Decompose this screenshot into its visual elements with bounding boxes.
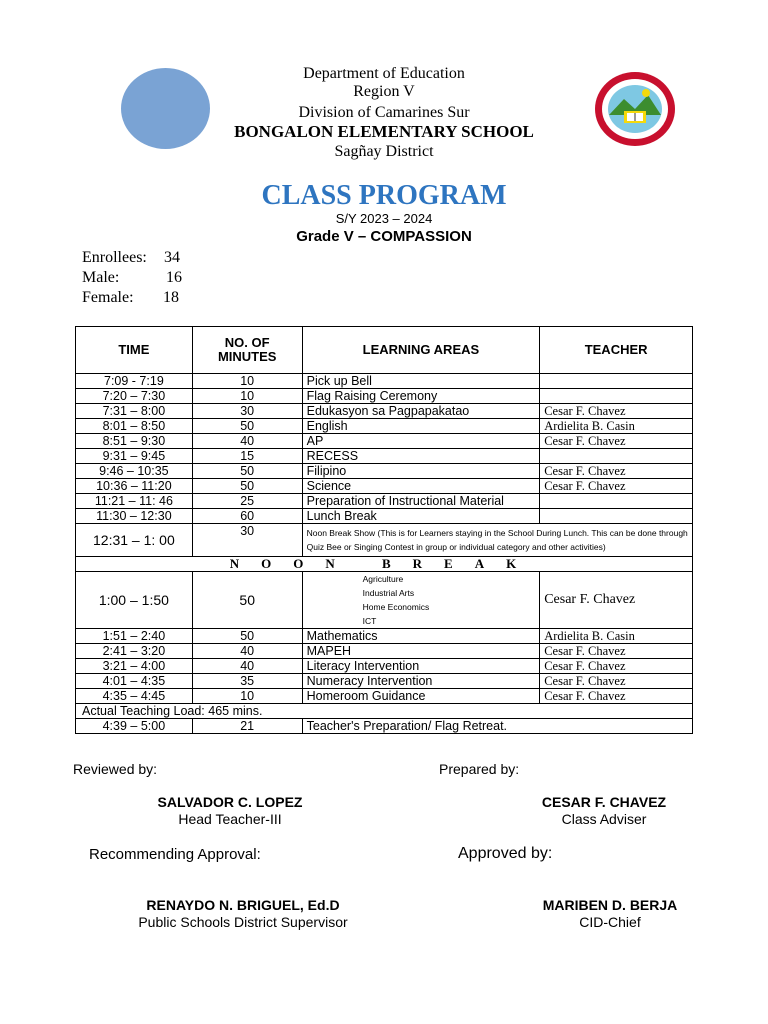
header-school: BONGALON ELEMENTARY SCHOOL — [234, 122, 534, 141]
epp-area-item: Home Economics — [362, 602, 430, 612]
cell-minutes: 10 — [192, 389, 302, 404]
cell-time: 4:39 – 5:00 — [76, 719, 193, 734]
table-row — [76, 644, 693, 659]
cell-time: 11:30 – 12:30 — [76, 509, 193, 524]
cell-time: 1:51 – 2:40 — [76, 629, 193, 644]
approved-by-label: Approved by: — [458, 845, 553, 862]
cell-learning-area: Homeroom Guidance — [302, 689, 540, 704]
stat-female-label: Female: — [82, 289, 134, 306]
cell-minutes: 10 — [192, 689, 302, 704]
prepared-by-label: Prepared by: — [439, 761, 520, 777]
header-minutes: NO. OF MINUTES — [192, 327, 302, 374]
epp-area-item: ICT — [362, 616, 377, 626]
cell-teacher: Cesar F. Chavez — [540, 479, 693, 494]
cell-time: 11:21 – 11: 46 — [76, 494, 193, 509]
table-row — [76, 674, 693, 689]
cell-teacher: Cesar F. Chavez — [540, 659, 693, 674]
table-row — [76, 374, 693, 389]
cell-time: 3:21 – 4:00 — [76, 659, 193, 674]
cell-time: 7:31 – 8:00 — [76, 404, 193, 419]
stat-enrollees-value: 34 — [164, 249, 180, 266]
header-division: Division of Camarines Sur — [298, 104, 470, 121]
epp-area-item: Industrial Arts — [362, 588, 415, 598]
table-row — [76, 689, 693, 704]
stat-female-value: 18 — [163, 289, 179, 306]
cell-noon-show-description: Noon Break Show (This is for Learners staying in the School During Lunch. This can be done through Quiz Bee or Singing Contest in group or individual category and other activities) — [302, 524, 692, 557]
school-year: S/Y 2023 – 2024 — [335, 211, 433, 226]
cell-learning-area: Mathematics — [302, 629, 540, 644]
cell-time: 9:46 – 10:35 — [76, 464, 193, 479]
cell-learning-area: RECESS — [302, 449, 540, 464]
table-row — [76, 509, 693, 524]
cell-minutes: 21 — [192, 719, 302, 734]
reviewer-title: Head Teacher-III — [178, 811, 282, 827]
cell-time: 4:35 – 4:45 — [76, 689, 193, 704]
table-row — [76, 419, 693, 434]
cell-learning-area: Teacher's Preparation/ Flag Retreat. — [302, 719, 692, 734]
header-teacher: TEACHER — [540, 327, 693, 374]
noon-break-banner: NOON BREAK — [76, 557, 693, 572]
preparer-name: CESAR F. CHAVEZ — [541, 794, 667, 810]
table-header-row — [76, 327, 693, 374]
cell-teacher: Ardielita B. Casin — [540, 629, 693, 644]
header-time: TIME — [76, 327, 193, 374]
header-learning-areas: LEARNING AREAS — [302, 327, 540, 374]
cell-minutes: 50 — [192, 479, 302, 494]
cell-minutes: 30 — [192, 404, 302, 419]
cell-minutes: 50 — [192, 629, 302, 644]
cell-minutes: 25 — [192, 494, 302, 509]
cell-teacher: Cesar F. Chavez — [540, 404, 693, 419]
stat-enrollees-label: Enrollees: — [82, 249, 147, 266]
table-row — [76, 464, 693, 479]
cell-teacher: Cesar F. Chavez — [540, 689, 693, 704]
cell-minutes: 40 — [192, 434, 302, 449]
recommending-approval-label: Recommending Approval: — [89, 846, 261, 863]
recommender-name: RENAYDO N. BRIGUEL, Ed.D — [146, 897, 340, 913]
cell-teacher: Cesar F. Chavez — [540, 572, 693, 629]
cell-learning-area: Preparation of Instructional Material — [302, 494, 540, 509]
cell-learning-area: Edukasyon sa Pagpapakatao — [302, 404, 540, 419]
cell-teacher — [540, 449, 693, 464]
cell-learning-area: Numeracy Intervention — [302, 674, 540, 689]
preparer-title: Class Adviser — [561, 811, 647, 827]
teaching-load: Actual Teaching Load: 465 mins. — [76, 704, 693, 719]
cell-learning-area: Flag Raising Ceremony — [302, 389, 540, 404]
table-row — [76, 389, 693, 404]
table-row — [76, 494, 693, 509]
cell-learning-area: Literacy Intervention — [302, 659, 540, 674]
cell-learning-area: AP — [302, 434, 540, 449]
header-region: Region V — [353, 83, 415, 100]
cell-minutes: 30 — [192, 524, 302, 557]
reviewer-name: SALVADOR C. LOPEZ — [157, 794, 303, 810]
grade-section: Grade V – COMPASSION — [296, 228, 472, 245]
cell-minutes: 40 — [192, 644, 302, 659]
header-department: Department of Education — [303, 65, 465, 82]
cell-learning-area: Science — [302, 479, 540, 494]
cell-minutes: 50 — [192, 464, 302, 479]
cell-time: 8:01 – 8:50 — [76, 419, 193, 434]
approver-name: MARIBEN D. BERJA — [542, 897, 678, 913]
cell-minutes: 50 — [192, 419, 302, 434]
cell-minutes: 60 — [192, 509, 302, 524]
reviewed-by-label: Reviewed by: — [73, 761, 158, 777]
table-row — [76, 659, 693, 674]
cell-time: 2:41 – 3:20 — [76, 644, 193, 659]
cell-teacher: Ardielita B. Casin — [540, 419, 693, 434]
cell-time: 7:09 - 7:19 — [76, 374, 193, 389]
table-row-epp — [76, 572, 693, 629]
table-row — [76, 404, 693, 419]
cell-teacher: Cesar F. Chavez — [540, 434, 693, 449]
stat-female — [82, 289, 179, 307]
cell-time: 10:36 – 11:20 — [76, 479, 193, 494]
approver-title: CID-Chief — [579, 914, 641, 930]
stat-male — [82, 269, 182, 287]
cell-teacher — [540, 389, 693, 404]
page-title: CLASS PROGRAM — [261, 180, 507, 211]
cell-time: 7:20 – 7:30 — [76, 389, 193, 404]
stat-male-value: 16 — [166, 269, 182, 286]
cell-teacher — [540, 374, 693, 389]
table-row — [76, 434, 693, 449]
cell-minutes: 10 — [192, 374, 302, 389]
cell-learning-area: MAPEH — [302, 644, 540, 659]
cell-minutes: 50 — [192, 572, 302, 629]
cell-minutes: 40 — [192, 659, 302, 674]
cell-learning-area: Lunch Break — [302, 509, 540, 524]
table-row — [76, 629, 693, 644]
cell-minutes: 35 — [192, 674, 302, 689]
stat-enrollees — [82, 249, 180, 267]
epp-area-item: Agriculture — [362, 574, 404, 584]
cell-teacher: Cesar F. Chavez — [540, 674, 693, 689]
cell-teacher: Cesar F. Chavez — [540, 644, 693, 659]
cell-time: 1:00 – 1:50 — [76, 572, 193, 629]
cell-time: 4:01 – 4:35 — [76, 674, 193, 689]
cell-teacher — [540, 509, 693, 524]
table-row — [76, 449, 693, 464]
cell-epp-areas — [302, 572, 540, 629]
cell-minutes: 15 — [192, 449, 302, 464]
class-program-table — [75, 326, 693, 734]
cell-time: 12:31 – 1: 00 — [76, 524, 193, 557]
cell-learning-area: Pick up Bell — [302, 374, 540, 389]
table-row-teaching-load — [76, 704, 693, 719]
cell-teacher: Cesar F. Chavez — [540, 464, 693, 479]
cell-time: 8:51 – 9:30 — [76, 434, 193, 449]
stat-male-label: Male: — [82, 269, 120, 286]
recommender-title: Public Schools District Supervisor — [138, 914, 348, 930]
table-row-flag-retreat — [76, 719, 693, 734]
cell-time: 9:31 – 9:45 — [76, 449, 193, 464]
cell-learning-area: English — [302, 419, 540, 434]
table-row-noon-break — [76, 557, 693, 572]
cell-teacher — [540, 494, 693, 509]
table-row-noon-show — [76, 524, 693, 557]
cell-learning-area: Filipino — [302, 464, 540, 479]
header-district: Sagñay District — [334, 143, 434, 160]
table-row — [76, 479, 693, 494]
